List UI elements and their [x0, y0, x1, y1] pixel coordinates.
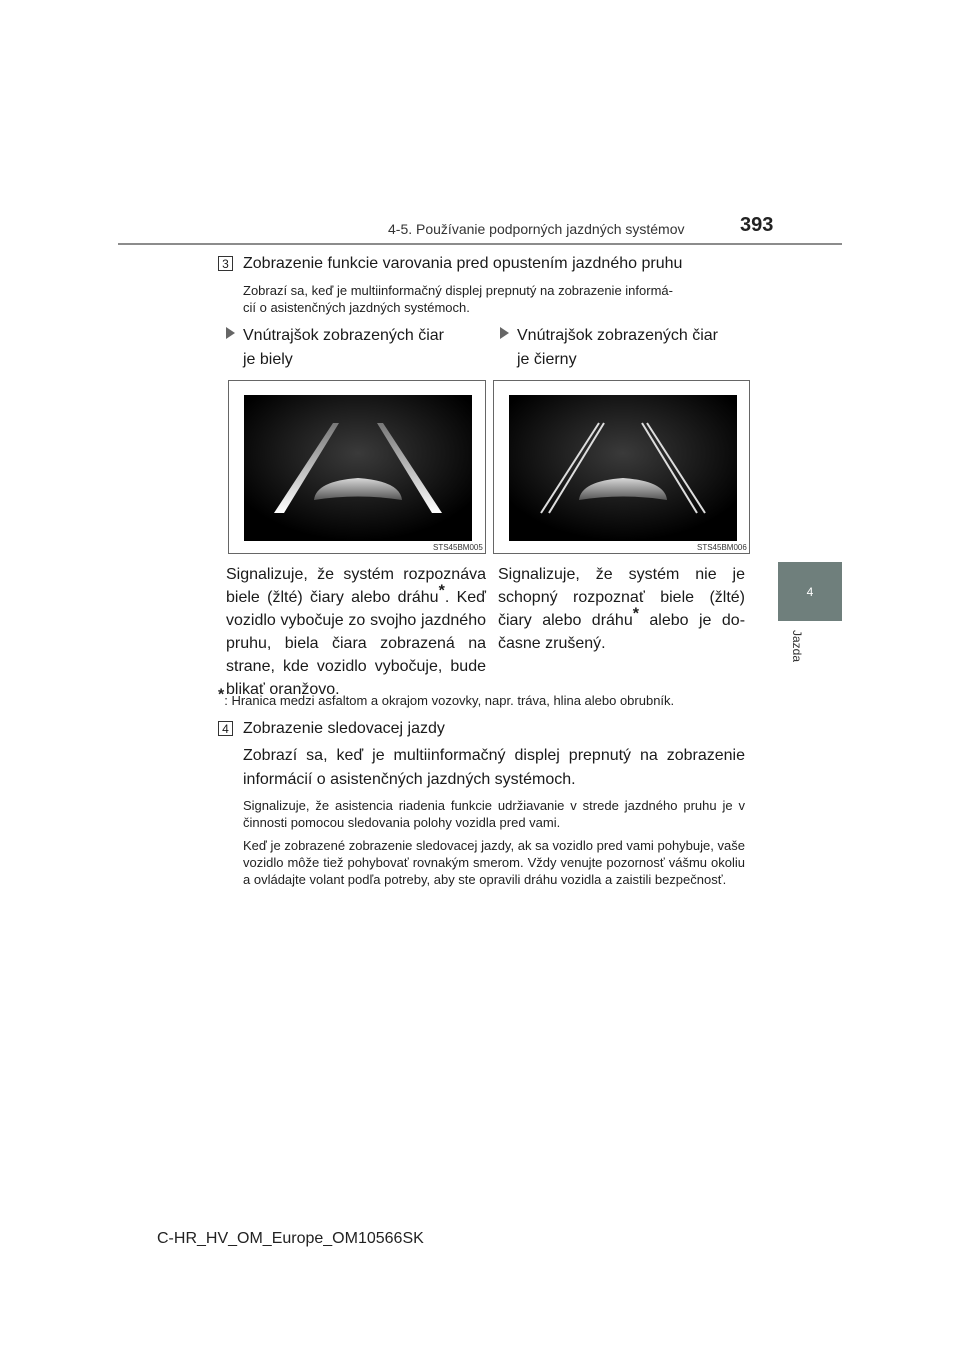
- item4-title: Zobrazenie sledovacej jazdy: [243, 720, 445, 737]
- item4-note1: Signalizuje, že asistencia riadenia funkcie udržiavanie v strede jazdného pruhu je v činnosti pomocou sledovania polohy vozidla pred vami.: [243, 798, 745, 830]
- header-rule: [118, 243, 842, 245]
- section-title: 4-5. Používanie podporných jazdných systémov: [388, 221, 685, 237]
- item3-intro: [243, 282, 748, 316]
- page-number: 393: [740, 214, 774, 236]
- item4-body: Zobrazí sa, keď je multiinformačný displej prepnutý na zobrazenie informácií o asistenčných jazdných systémoch.: [243, 747, 745, 788]
- image-code: STS45BM006: [697, 543, 747, 552]
- item3-intro-line2: cií o asistenčných jazdných systémoch.: [243, 300, 470, 315]
- item3-intro-line1: Zobrazí sa, keď je multiinformačný displej prepnutý na zobrazenie informá-: [243, 283, 673, 298]
- right-variant-label: [500, 324, 760, 372]
- chapter-label: Jazda: [790, 630, 804, 663]
- display-screen: [509, 395, 737, 541]
- left-display-illustration: [228, 380, 486, 554]
- item3-title: Zobrazenie funkcie varovania pred opustením jazdného pruhu: [243, 255, 683, 272]
- asterisk-mark: *: [632, 605, 639, 623]
- right-display-illustration: [493, 380, 750, 554]
- item4-note2: Keď je zobrazené zobrazenie sledovacej jazdy, ak sa vozidlo pred vami pohybuje, vaše vozidlo môže tiež pohybovať rovnakým smerom. Vždy venujte pozornosť vášmu okoliu a ovládajte volant podľa potreby, aby ste opravili dráhu vozidla a zaistili bezpečnosť.: [243, 838, 745, 887]
- left-label-line2: je biely: [243, 351, 293, 368]
- image-code: STS45BM005: [433, 543, 483, 552]
- left-variant-description: Signalizuje, že systém rozpoznáva biele (žlté) čiary alebo dráhu*. Keď vozidlo vybočuje zo svojho jazdného pruhu, biela čiara zobrazená na strane, kde vozidlo vybočuje, bude blikať oranžovo.: [226, 566, 487, 698]
- footnote: [218, 686, 675, 708]
- triangle-bullet-icon: [500, 327, 509, 339]
- triangle-bullet-icon: [226, 327, 235, 339]
- left-variant-label: [226, 324, 486, 372]
- right-label-line2: je čierny: [517, 351, 577, 368]
- white-lane-lines-illustration: [244, 395, 472, 541]
- footnote-text: : Hranica medzi asfaltom a okrajom vozovky, napr. tráva, hlina alebo obrubník.: [224, 693, 675, 708]
- item-marker-4: 4: [218, 721, 233, 736]
- chapter-tab[interactable]: [778, 562, 842, 621]
- item-marker-3: 3: [218, 256, 233, 271]
- display-screen: [244, 395, 472, 541]
- black-lane-lines-illustration: [509, 395, 737, 541]
- left-label-line1: Vnútrajšok zobrazených čiar: [243, 327, 444, 344]
- footnote-asterisk: *: [218, 686, 225, 704]
- chapter-number: 4: [806, 584, 814, 599]
- document-code: C-HR_HV_OM_Europe_OM10566SK: [157, 1230, 424, 1247]
- right-variant-description: Signalizuje, že systém nie je schopný rozpoznať biele (žlté) čiary alebo dráhu* alebo je dočasne zrušený.: [498, 566, 746, 652]
- asterisk-mark: *: [438, 582, 445, 600]
- right-label-line1: Vnútrajšok zobrazených čiar: [517, 327, 718, 344]
